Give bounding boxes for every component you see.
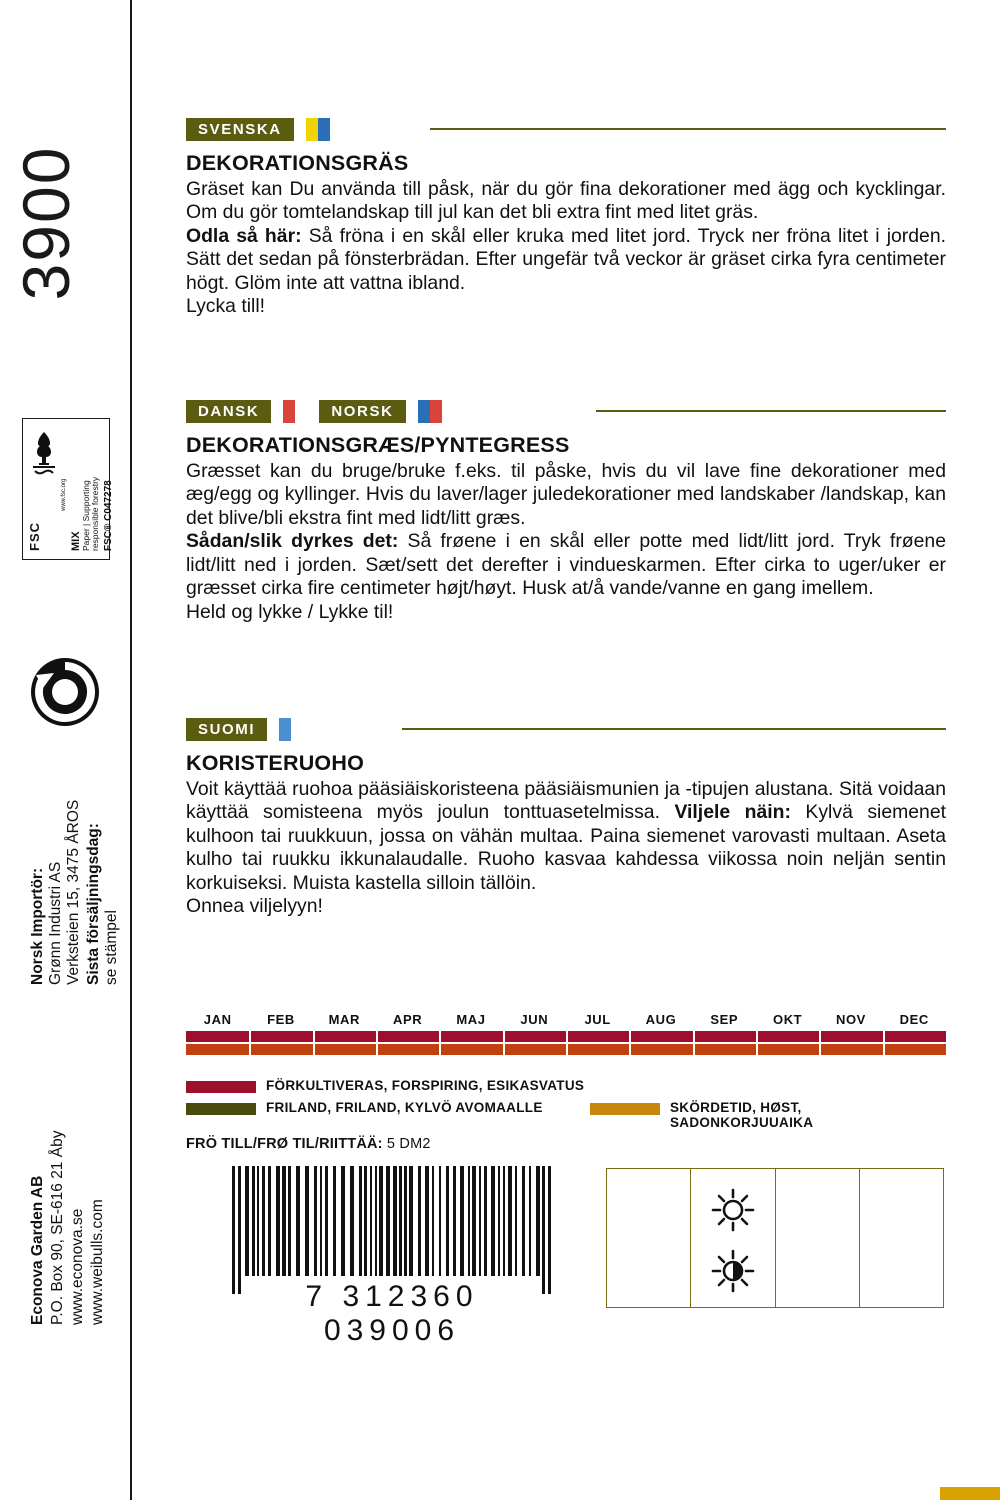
barcode-image [232,1166,552,1276]
barcode-block [232,1166,552,1348]
calendar-month-dividers [186,1031,946,1057]
paragraph-text: Voit käyttää ruohoa pääsiäiskoristeena pääsiäismunien ja -tipujen alustana. Sitä voidaan käyttää somisteena myös joulun tonttuasetelmissa. [186,778,946,824]
legend-swatch-outdoor [186,1103,256,1115]
calendar-bars [186,1031,946,1057]
sun-half-icon [711,1249,755,1293]
fsc-line1: Paper | Supporting [81,480,91,551]
fsc-mark-label: FSC [27,522,42,551]
sun-full-icon [711,1188,755,1232]
bottom-color-mark [940,1487,1000,1500]
month-label: FEB [267,1012,295,1027]
seed-amount-label: FRÖ TILL/FRØ TIL/RIITTÄÄ: [186,1136,383,1152]
fsc-certification-box [22,418,114,560]
importer-title: Norsk Importör: [29,867,46,985]
month-label: OKT [772,1012,803,1027]
importer-line1: Grønn Industri AS [47,861,64,985]
paragraph-text: Græsset kan du bruge/bruke f.eks. til påske, hvis du vil lave fine dekorationer med æg/egg og kyllinger. Hvis du laver/lager juledekorationer med landskaber /landskap, kan det blive/bli ekstra fint med lidt/litt græs. [186,460,946,529]
legend-swatch-harvest [590,1103,660,1115]
fsc-code: FSC® C047278 [103,480,114,551]
importer-line2: Verksteien 15, 3475 ÅROS [65,799,82,985]
lastdate-line1: se stämpel [103,910,120,985]
section-title-svenska: DEKORATIONSGRÄS [186,151,409,175]
company-web1: www.econova.se [69,1208,86,1325]
seed-amount-value: 5 DM2 [386,1136,431,1152]
paragraph-text: Lycka till! [186,295,266,318]
paragraph-text: Gräset kan Du använda till påsk, när du gör fina dekorationer med ägg och kycklingar. Om du gör tomtelandskap till jul kan det bli extra fint med litet gräs. [186,178,946,224]
paragraph-text: Kylvä siemenet kulhoon tai ruukkuun, jossa on vähän multaa. Paina siemenet varovasti multaan. Aseta kulho tai ruukku ikkunalaudalle. Ruoho kasvaa kahdessa viikossa noin neljän sentin korkuiseksi. Muista kastella silloin tällöin. [186,801,947,894]
instructions-panel [132,0,1000,1500]
section-svenska [186,118,946,319]
month-label: JUN [520,1012,549,1027]
section-title-suomi: KORISTERUOHO [186,751,364,775]
header-rule [430,128,946,130]
legend-label-harvest: SKÖRDETID, HØST, SADONKORJUUAIKA [670,1100,814,1130]
symbol-cell-empty-mid [776,1169,860,1307]
paragraph-lead: Viljele näin: [674,801,791,824]
barcode-number: 7 312360 039006 [305,1280,479,1347]
legend-label-outdoor: FRILAND, FRILAND, KYLVÖ AVOMAALLE [266,1100,543,1115]
lastdate-title: Sista försäljningsdag: [85,823,102,985]
month-label: MAJ [456,1012,486,1027]
calendar-month-labels [186,1012,946,1027]
sku-number: 3900 [9,145,83,301]
fsc-mix-label: MIX [70,531,82,551]
legend-row [186,1078,946,1100]
company-block [28,1176,49,1325]
section-suomi [186,718,946,919]
paragraph-lead: Odla så här: [186,224,302,247]
month-label: SEP [710,1012,739,1027]
section-body-dansk-norsk [186,460,946,624]
left-info-column [0,0,132,1500]
growing-conditions-box [606,1168,944,1308]
fsc-line2: responsible forestry [90,476,100,551]
paragraph-text: Onnea viljelyyn! [186,895,323,918]
calendar-legend [186,1078,946,1130]
flag-strip-suomi [267,718,291,741]
legend-label-precultivation: FÖRKULTIVERAS, FORSPIRING, ESIKASVATUS [266,1078,585,1093]
paragraph-text: Held og lykke / Lykke til! [186,600,394,623]
symbol-cell-sun [691,1169,775,1307]
legend-row [186,1100,946,1130]
month-label: DEC [899,1012,929,1027]
month-label: JAN [203,1012,232,1027]
sowing-calendar [186,1012,946,1057]
section-body-suomi [186,778,946,919]
paragraph-text: Så frøene i en skål eller potte med lidt/litt jord. Tryk frøene lidt/litt ned i jorden. Sæt/sett det derefter i vindueskarmen. Efter cirka to uger/uker er græsset cirka fire centimeter højt/høyt. Husk at/å vande/vanne en gang imellem. [186,530,946,600]
seed-amount-line [186,1136,431,1152]
paragraph-lead: Sådan/slik dyrkes det: [186,530,399,553]
header-rule [596,410,946,412]
lang-tag-svenska: SVENSKA [186,118,294,141]
section-body-svenska [186,178,946,319]
company-address: P.O. Box 90, SE-616 21 Åby [49,1130,66,1325]
fsc-tree-icon [29,429,59,477]
header-rule [402,728,946,730]
lang-tag-dansk: DANSK [186,400,271,423]
paragraph-text: Så fröna i en skål eller kruka med litet jord. Tryck ner fröna litet i jorden. Sätt det sedan på fönsterbrädan. Efter ungefär två veckor är gräset cirka fyra centimeter högt. Glöm inte att vattna ibland. [186,224,946,294]
legend-swatch-precultivation [186,1081,256,1093]
month-label: NOV [835,1012,866,1027]
fsc-url: www.fsc.org [61,478,67,511]
flag-strip-dansk [271,400,307,423]
month-label: APR [393,1012,423,1027]
company-name: Econova Garden AB [29,1175,46,1325]
lang-tag-norsk: NORSK [319,400,405,423]
month-label: AUG [645,1012,677,1027]
lang-header-dansk-norsk [186,400,946,424]
flag-strip-norsk [406,400,442,423]
month-label: MAR [328,1012,361,1027]
lang-header-suomi [186,718,946,742]
company-web2: www.weibulls.com [89,1199,106,1325]
lang-header-svenska [186,118,946,142]
lang-tag-suomi: SUOMI [186,718,267,741]
recycle-icon [28,655,102,729]
symbol-cell-empty-right [860,1169,943,1307]
section-title-dansk-norsk: DEKORATIONSGRÆS/PYNTEGRESS [186,433,570,457]
month-label: JUL [584,1012,611,1027]
flag-strip-svenska [294,118,330,141]
symbol-cell-empty-left [607,1169,691,1307]
section-dansk-norsk [186,400,946,624]
